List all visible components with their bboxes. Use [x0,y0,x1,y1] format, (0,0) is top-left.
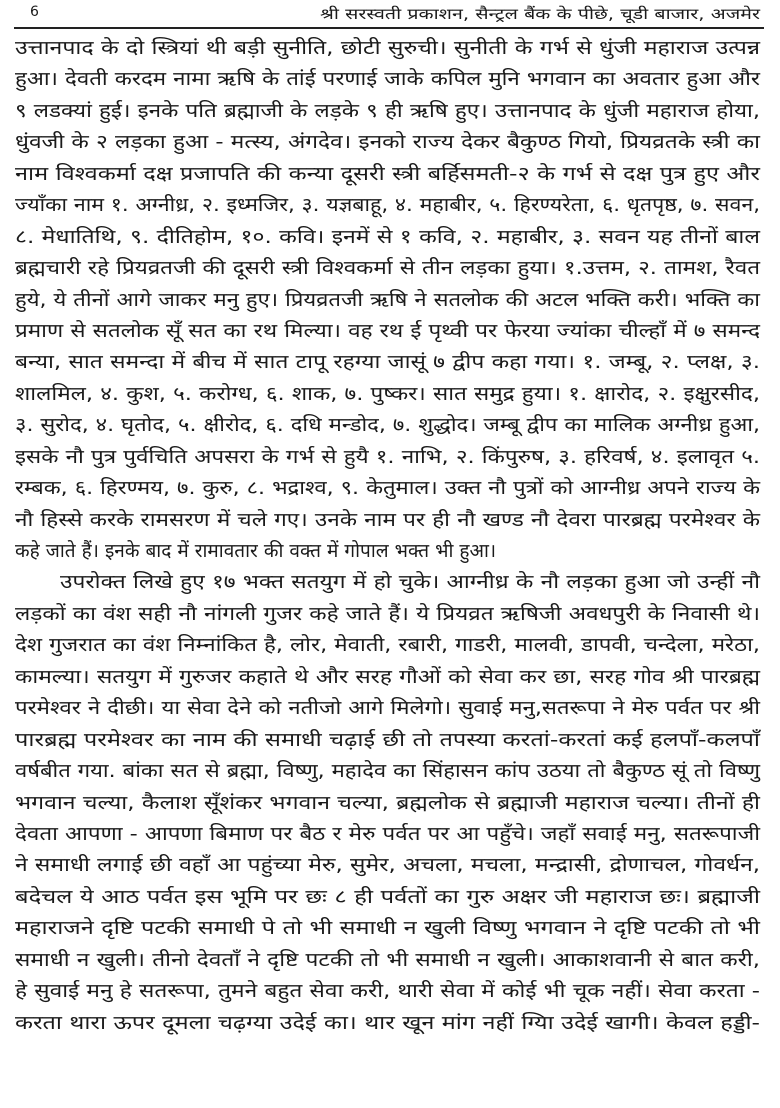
text-line: देश गुजरात का वंश निम्नांकित है, लोर, मेवाती, रबारी, गाडरी, मालवी, डापवी, चन्देला, मरेठा, [15,634,760,657]
text-line: करता थारा ऊपर दूमला चढ़ग्या उदेई का। थार खून मांग नहीं ग्यिा उदेई खागी। केवल हड्डी- [15,1011,760,1034]
text-line: हुये, ये तीनों आगे जाकर मनु हुए। प्रियव्रतजी ऋषि ने सतलोक की अटल भक्ति करी। भक्ति का [15,288,760,311]
text-line: हुआ। देवती करदम नामा ऋषि के तांई परणाई जाके कपिल मुनि भगवान का अवतार हुआ और [15,68,760,91]
text-line: धुंवजी के २ लड़का हुआ - मत्स्य, अंगदेव। इनको राज्य देकर बैकुण्ठ गियो, प्रियव्रतके स्त्री का [15,131,760,154]
text-line: उपरोक्त लिखे हुए १७ भक्त सतयुग में हो चुके। आग्नीध्र के नौ लड़का हुआ जो उन्हीं नौ [60,571,760,594]
text-line: देवता आपणा - आपणा बिमाण पर बैठ र मेरु पर्वत पर आ पहुँचे। जहाँ सवाई मनु, सतरूपाजी [15,822,760,845]
text-line: ने समाधी लगाई छी वहाँ आ पहुंच्या मेरु, सुमेर, अचला, मचला, मन्द्रासी, द्रोणाचल, गोवर्धन, [15,854,760,877]
text-line: इसके नौ पुत्र पुर्वचिति अपसरा के गर्भ से हुयै १. नाभि, २. किंपुरुष, ३. हरिवर्ष, ४. इलावृत ५. [15,445,760,468]
text-line: ३. सुरोद, ४. घृतोद, ५. क्षीरोद, ६. दधि मन्डोद, ७. शुद्धोद। जम्बू द्वीप का मालिक अग्नीध्र हुआ, [15,414,760,437]
text-line: नौ हिस्से करके रामसरण में चले गए। उनके नाम पर ही नौ खण्ड नौ देवरा पारब्रह्म परमेश्वर के [15,508,760,531]
text-line: बदेचल ये आठ पर्वत इस भूमि पर छः ८ ही पर्वतों का गुरु अक्षर जी महाराज छः। ब्रह्माजी [15,885,760,908]
text-line: ब्रह्मचारी रहे प्रियव्रतजी की दूसरी स्त्री विश्वकर्मा से तीन लड़का हुया। १.उत्तम, २. तामश, रैवत [15,257,760,280]
text-line: वर्षबीत गया. बांका सत से ब्रह्मा, विष्णु, महादेव का सिंहासन कांप उठया तो बैकुण्ठ सूं तो विष्णु [15,760,760,783]
document-body [15,33,760,1039]
text-line: लड़कों का वंश सही नौ नांगली गुजर कहे जाते हैं। ये प्रियव्रत ऋषिजी अवधपुरी के निवासी थे। [15,602,760,625]
text-line: शालमिल, ४. कुश, ५. करोग्ध, ६. शाक, ७. पुष्कर। सात समुद्र हुया। १. क्षारोद, २. इक्षुरसीद, [15,382,760,405]
text-line: ९ लडक्यां हुई। इनके पति ब्रह्माजी के लड़के ९ ही ऋषि हुए। उत्तानपाद के धुंजी महाराज होया, [15,99,761,122]
text-line: प्रमाण से सतलोक सूँ सत का रथ मिल्या। वह रथ ई पृथ्वी पर फेरया ज्यांका चील्हाँ में ७ समन्द [15,319,760,342]
text-line: पारब्रह्म परमेश्वर का नाम की समाधी चढ़ाई छी तो तपस्या करतां-करतां कई हलपाँ-कलपाँ [15,728,760,751]
text-line: हे सुवाई मनु हे सतरूपा, तुमने बहुत सेवा करी, थारी सेवा में कोई भी चूक नहीं। सेवा करता - [15,980,760,1003]
page-number: 6 [30,4,39,20]
publisher-header: श्री सरस्वती प्रकाशन, सैन्ट्रल बैंक के पीछे, चूडी बाजार, अजमेर [320,5,760,23]
text-line: ज्याँका नाम १. अग्नीध्र, २. इध्मजिर, ३. यज्ञबाहू, ४. महाबीर, ५. हिरण्यरेता, ६. धृतपृष्ठ, ७. सवन, [15,194,761,217]
header-rule [14,27,764,29]
text-line: समाधी न खुली। तीनो देवताँ ने दृष्टि पटकी तो भी समाधी न खुली। आकाशवानी से बात करी, [15,948,760,971]
text-line: बन्या, सात समन्दा में बीच में सात टापू रहग्या जासूं ७ द्वीप कहा गया। १. जम्बू, २. प्लक्ष, ३. [15,351,760,374]
text-line: ८. मेधातिथि, ९. दीतिहोम, १०. कवि। इनमें से १ कवि, २. महाबीर, ३. सवन यह तीनों बाल [15,225,760,248]
text-line: कहे जाते हैं। इनके बाद में रामावतार की वक्त में गोपाल भक्त भी हुआ। [15,540,497,562]
text-line: कामल्या। सतयुग में गुरुजर कहाते थे और सरह गौओं को सेवा कर छा, सरह गोव श्री पारब्रह्म [15,665,760,688]
text-line: भगवान चल्या, कैलाश सूँशंकर भगवान चल्या, ब्रह्मलोक से ब्रह्माजी महाराज चल्या। तीनों ही [15,791,760,814]
text-line: परमेश्वर ने दीछी। या सेवा देने को नतीजो आगे मिलेगो। सुवाई मनु,सतरूपा ने मेरु पर्वत पर श्री [15,697,760,720]
text-line: उत्तानपाद के दो स्त्रियां थी बड़ी सुनीति, छोटी सुरुची। सुनीती के गर्भ से धुंजी महाराज उत्पन्न [15,37,760,59]
text-line: नाम विश्वकर्मा दक्ष प्रजापति की कन्या दूसरी स्त्री बर्हिसमती-२ के गर्भ से दक्ष पुत्र हुए और [15,162,760,185]
text-line: रम्बक, ६. हिरण्मय, ७. कुरु, ८. भद्राश्व, ९. केतुमाल। उक्त नौ पुत्रों को आग्नीध्र अपने राज्य के [15,477,760,500]
text-line: महाराजने दृष्टि पटकी समाधी पे तो भी समाधी न खुली विष्णु भगवान ने दृष्टि पटकी तो भी [15,917,760,940]
page-header [0,4,780,24]
